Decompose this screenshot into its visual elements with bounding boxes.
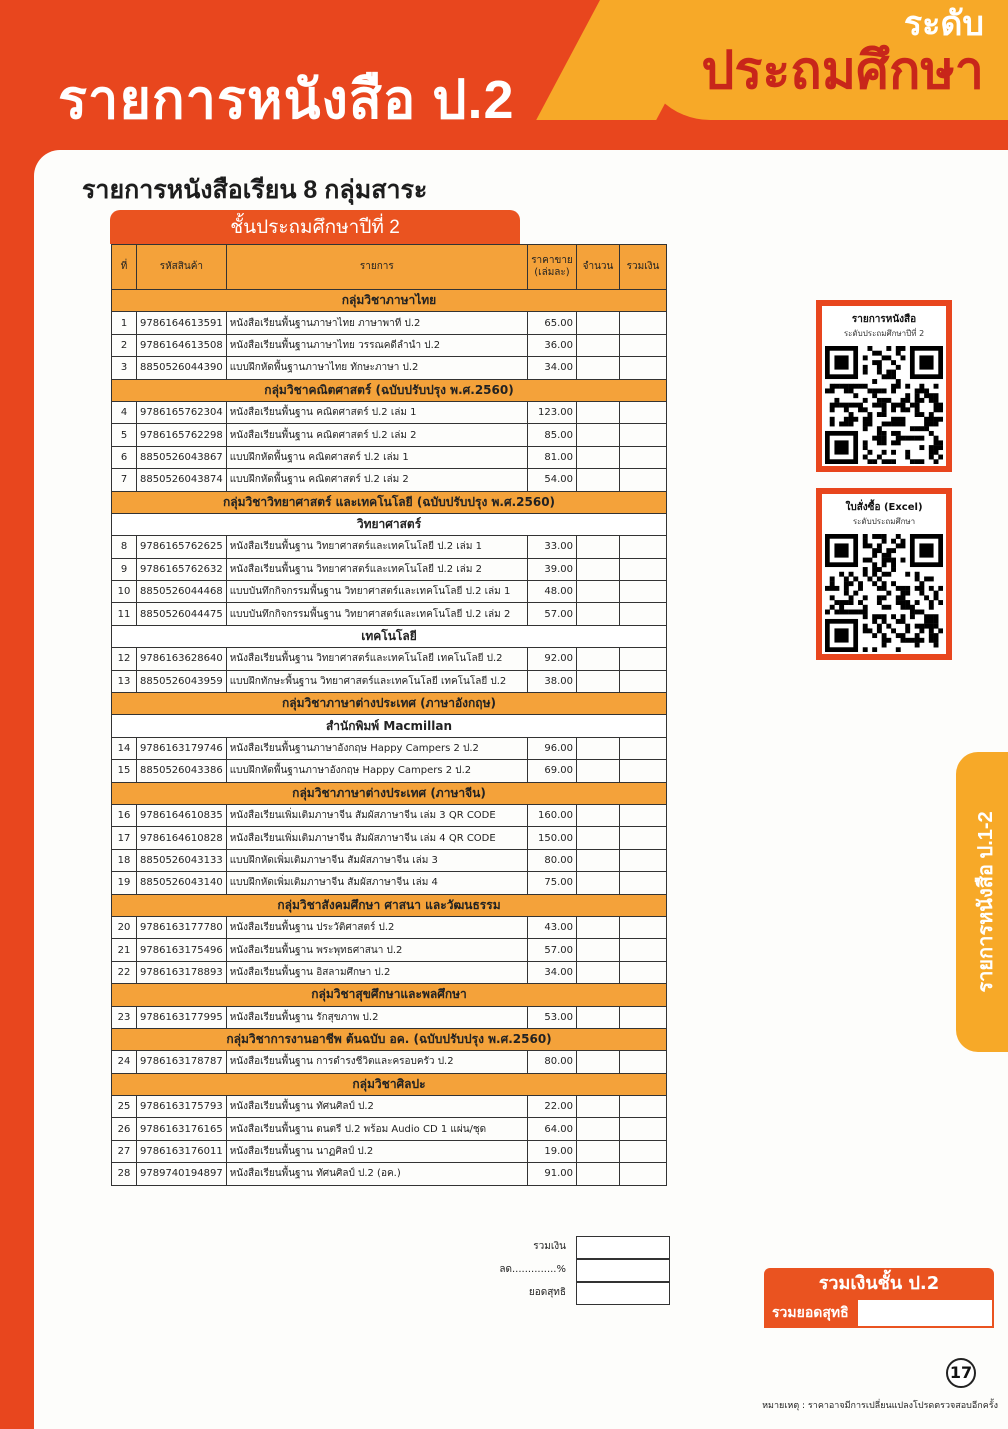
product-code: 9786164613591 (137, 312, 227, 334)
total-field[interactable] (620, 312, 667, 334)
section-title: รายการหนังสือเรียน 8 กลุ่มสาระ (82, 176, 428, 204)
row-number: 3 (112, 357, 137, 379)
total-field[interactable] (620, 961, 667, 983)
product-code: 9786165762625 (137, 536, 227, 558)
row-number: 21 (112, 939, 137, 961)
grade-summary-net-label: รวมยอดสุทธิ (764, 1298, 856, 1328)
product-code: 9786163175496 (137, 939, 227, 961)
price: 96.00 (528, 737, 577, 759)
book-title: แบบฝึกหัดพื้นฐานภาษาไทย ทักษะภาษา ป.2 (226, 357, 527, 379)
table-row (112, 1096, 667, 1118)
row-number: 24 (112, 1051, 137, 1073)
quantity-field[interactable] (577, 916, 620, 938)
total-field[interactable] (620, 1118, 667, 1140)
quantity-field[interactable] (577, 603, 620, 625)
subcategory-title: เทคโนโลยี (112, 625, 667, 647)
table-row (112, 334, 667, 356)
row-number: 26 (112, 1118, 137, 1140)
quantity-field[interactable] (577, 872, 620, 894)
book-title: หนังสือเรียนพื้นฐานภาษาอังกฤษ Happy Campers 2 ป.2 (226, 737, 527, 759)
total-field[interactable] (620, 872, 667, 894)
col-total: รวมเงิน (620, 245, 667, 290)
category-title: กลุ่มวิชาภาษาต่างประเทศ (ภาษาอังกฤษ) (112, 693, 667, 715)
total-field[interactable] (620, 357, 667, 379)
total-field[interactable] (620, 1140, 667, 1162)
price: 54.00 (528, 469, 577, 491)
table-row (112, 1118, 667, 1140)
category-row (112, 693, 667, 715)
category-title: กลุ่มวิชาภาษาไทย (112, 290, 667, 312)
price: 150.00 (528, 827, 577, 849)
quantity-field[interactable] (577, 1140, 620, 1162)
price: 64.00 (528, 1118, 577, 1140)
total-field[interactable] (620, 1163, 667, 1185)
quantity-field[interactable] (577, 961, 620, 983)
price: 53.00 (528, 1006, 577, 1028)
product-code: 8850526043140 (137, 872, 227, 894)
table-row (112, 939, 667, 961)
price: 69.00 (528, 760, 577, 782)
book-title: หนังสือเรียนพื้นฐานภาษาไทย ภาษาพาที ป.2 (226, 312, 527, 334)
row-number: 25 (112, 1096, 137, 1118)
price: 22.00 (528, 1096, 577, 1118)
quantity-field[interactable] (577, 648, 620, 670)
grade-summary-title: รวมเงินชั้น ป.2 (764, 1268, 994, 1298)
side-tab (956, 752, 1008, 1052)
qr-card-order-form[interactable] (816, 488, 952, 660)
table-row (112, 1051, 667, 1073)
qr-title: รายการหนังสือ (851, 314, 917, 325)
table-row (112, 446, 667, 468)
level-name: ประถมศึกษา (701, 42, 984, 100)
book-title: แบบฝึกหัดพื้นฐานภาษาอังกฤษ Happy Campers 2 ป.2 (226, 760, 527, 782)
product-code: 9786163628640 (137, 648, 227, 670)
page-title: รายการหนังสือ ป.2 (58, 70, 515, 130)
category-row (112, 782, 667, 804)
grade-summary-row (764, 1298, 994, 1328)
quantity-field[interactable] (577, 1163, 620, 1185)
product-code: 9786164610828 (137, 827, 227, 849)
book-title: แบบฝึกทักษะพื้นฐาน วิทยาศาสตร์และเทคโนโลยี เทคโนโลยี ป.2 (226, 670, 527, 692)
category-row (112, 1028, 667, 1050)
table-row (112, 603, 667, 625)
grade-summary-net-field[interactable] (856, 1298, 994, 1328)
row-number: 13 (112, 670, 137, 692)
col-no: ที่ (112, 245, 137, 290)
price: 80.00 (528, 1051, 577, 1073)
quantity-field[interactable] (577, 670, 620, 692)
price: 57.00 (528, 603, 577, 625)
product-code: 9786163178893 (137, 961, 227, 983)
col-price: ราคาขาย (เล่มละ) (528, 245, 577, 290)
table-row (112, 357, 667, 379)
product-code: 9786164613508 (137, 334, 227, 356)
quantity-field[interactable] (577, 401, 620, 423)
grade-tab: ชั้นประถมศึกษาปีที่ 2 (110, 210, 520, 244)
row-number: 15 (112, 760, 137, 782)
quantity-field[interactable] (577, 939, 620, 961)
book-title: หนังสือเรียนพื้นฐาน อิสลามศึกษา ป.2 (226, 961, 527, 983)
table-row (112, 849, 667, 871)
book-title: หนังสือเรียนพื้นฐาน คณิตศาสตร์ ป.2 เล่ม 1 (226, 401, 527, 423)
table-row (112, 1006, 667, 1028)
book-title: แบบฝึกหัดพื้นฐาน คณิตศาสตร์ ป.2 เล่ม 2 (226, 469, 527, 491)
subcategory-row (112, 625, 667, 647)
total-field[interactable] (620, 648, 667, 670)
book-title: หนังสือเรียนเพิ่มเติมภาษาจีน สัมผัสภาษาจีน เล่ม 4 QR CODE (226, 827, 527, 849)
row-number: 8 (112, 536, 137, 558)
table-row (112, 581, 667, 603)
quantity-field[interactable] (577, 558, 620, 580)
total-field[interactable] (620, 849, 667, 871)
row-number: 27 (112, 1140, 137, 1162)
row-number: 14 (112, 737, 137, 759)
row-number: 20 (112, 916, 137, 938)
table-header-row (112, 245, 667, 290)
row-number: 11 (112, 603, 137, 625)
row-number: 19 (112, 872, 137, 894)
qr-subtitle: ระดับประถมศึกษาปีที่ 2 (843, 329, 925, 338)
price: 85.00 (528, 424, 577, 446)
category-title: กลุ่มวิชาคณิตศาสตร์ (ฉบับปรับปรุง พ.ศ.2560) (112, 379, 667, 401)
total-field[interactable] (620, 1096, 667, 1118)
quantity-field[interactable] (577, 469, 620, 491)
table-row (112, 1163, 667, 1185)
qr-code-icon (825, 346, 943, 464)
price: 19.00 (528, 1140, 577, 1162)
table-row (112, 737, 667, 759)
product-code: 9786165762298 (137, 424, 227, 446)
category-row (112, 984, 667, 1006)
table-row (112, 670, 667, 692)
product-code: 9786165762632 (137, 558, 227, 580)
category-title: กลุ่มวิชาศิลปะ (112, 1073, 667, 1095)
book-title: แบบฝึกหัดเพิ่มเติมภาษาจีน สัมผัสภาษาจีน เล่ม 4 (226, 872, 527, 894)
quantity-field[interactable] (577, 760, 620, 782)
quantity-field[interactable] (577, 424, 620, 446)
category-row (112, 491, 667, 513)
table-row (112, 961, 667, 983)
price: 80.00 (528, 849, 577, 871)
product-code: 9786165762304 (137, 401, 227, 423)
product-code: 8850526044475 (137, 603, 227, 625)
table-row (112, 1140, 667, 1162)
quantity-field[interactable] (577, 1006, 620, 1028)
table-row (112, 558, 667, 580)
table-row (112, 648, 667, 670)
total-field[interactable] (620, 446, 667, 468)
price: 39.00 (528, 558, 577, 580)
quantity-field[interactable] (577, 1118, 620, 1140)
table-row (112, 401, 667, 423)
price: 43.00 (528, 916, 577, 938)
total-row-net (480, 1282, 670, 1305)
product-code: 9786163175793 (137, 1096, 227, 1118)
product-code: 9786164610835 (137, 804, 227, 826)
book-title: หนังสือเรียนพื้นฐาน พระพุทธศาสนา ป.2 (226, 939, 527, 961)
row-number: 4 (112, 401, 137, 423)
total-field[interactable] (620, 916, 667, 938)
price: 123.00 (528, 401, 577, 423)
subcategory-row (112, 513, 667, 535)
book-title: แบบฝึกหัดเพิ่มเติมภาษาจีน สัมผัสภาษาจีน เล่ม 3 (226, 849, 527, 871)
table-row (112, 804, 667, 826)
quantity-field[interactable] (577, 446, 620, 468)
total-net-field[interactable] (576, 1282, 670, 1305)
table-row (112, 536, 667, 558)
price: 34.00 (528, 357, 577, 379)
subcategory-row (112, 715, 667, 737)
price: 75.00 (528, 872, 577, 894)
qr-card-book-list[interactable] (816, 300, 952, 472)
product-code: 8850526044468 (137, 581, 227, 603)
quantity-field[interactable] (577, 1096, 620, 1118)
book-title: หนังสือเรียนพื้นฐาน รักสุขภาพ ป.2 (226, 1006, 527, 1028)
row-number: 9 (112, 558, 137, 580)
total-field[interactable] (620, 939, 667, 961)
book-title: หนังสือเรียนเพิ่มเติมภาษาจีน สัมผัสภาษาจีน เล่ม 3 QR CODE (226, 804, 527, 826)
book-title: หนังสือเรียนพื้นฐาน วิทยาศาสตร์และเทคโนโลยี ป.2 เล่ม 2 (226, 558, 527, 580)
table-row (112, 312, 667, 334)
row-number: 17 (112, 827, 137, 849)
total-field[interactable] (620, 424, 667, 446)
book-title: แบบบันทึกกิจกรรมพื้นฐาน วิทยาศาสตร์และเทคโนโลยี ป.2 เล่ม 1 (226, 581, 527, 603)
total-field[interactable] (620, 401, 667, 423)
category-row (112, 379, 667, 401)
row-number: 28 (112, 1163, 137, 1185)
col-qty: จำนวน (577, 245, 620, 290)
quantity-field[interactable] (577, 849, 620, 871)
qr-code-icon (825, 534, 943, 652)
product-code: 9786163176165 (137, 1118, 227, 1140)
product-code: 9786163178787 (137, 1051, 227, 1073)
book-title: หนังสือเรียนพื้นฐาน นาฏศิลป์ ป.2 (226, 1140, 527, 1162)
price: 38.00 (528, 670, 577, 692)
total-discount-label: ลด..............% (499, 1264, 566, 1275)
product-code: 8850526043867 (137, 446, 227, 468)
book-title: หนังสือเรียนพื้นฐาน คณิตศาสตร์ ป.2 เล่ม 2 (226, 424, 527, 446)
price: 34.00 (528, 961, 577, 983)
price: 65.00 (528, 312, 577, 334)
book-title: แบบฝึกหัดพื้นฐาน คณิตศาสตร์ ป.2 เล่ม 1 (226, 446, 527, 468)
total-field[interactable] (620, 334, 667, 356)
price: 33.00 (528, 536, 577, 558)
table-row (112, 760, 667, 782)
subcategory-title: วิทยาศาสตร์ (112, 513, 667, 535)
total-field[interactable] (620, 827, 667, 849)
row-number: 18 (112, 849, 137, 871)
table-row (112, 424, 667, 446)
category-title: กลุ่มวิชาวิทยาศาสตร์ และเทคโนโลยี (ฉบับปรับปรุง พ.ศ.2560) (112, 491, 667, 513)
page-number: 17 (946, 1358, 976, 1388)
product-code: 9786163176011 (137, 1140, 227, 1162)
quantity-field[interactable] (577, 334, 620, 356)
book-title: หนังสือเรียนพื้นฐานภาษาไทย วรรณคดีลำนำ ป.2 (226, 334, 527, 356)
row-number: 10 (112, 581, 137, 603)
category-title: กลุ่มวิชาสุขศึกษาและพลศึกษา (112, 984, 667, 1006)
total-field[interactable] (620, 760, 667, 782)
product-code: 9786163177995 (137, 1006, 227, 1028)
category-row (112, 290, 667, 312)
total-field[interactable] (620, 536, 667, 558)
book-title: หนังสือเรียนพื้นฐาน ทัศนศิลป์ ป.2 (อค.) (226, 1163, 527, 1185)
header-level-tab (640, 0, 1008, 120)
quantity-field[interactable] (577, 1051, 620, 1073)
category-row (112, 894, 667, 916)
total-field[interactable] (620, 737, 667, 759)
quantity-field[interactable] (577, 312, 620, 334)
row-number: 16 (112, 804, 137, 826)
table-row (112, 872, 667, 894)
product-code: 8850526043959 (137, 670, 227, 692)
price: 160.00 (528, 804, 577, 826)
qr-title: ใบสั่งซื้อ (Excel) (845, 502, 923, 513)
quantity-field[interactable] (577, 804, 620, 826)
row-number: 2 (112, 334, 137, 356)
quantity-field[interactable] (577, 827, 620, 849)
total-field[interactable] (620, 1006, 667, 1028)
book-title: หนังสือเรียนพื้นฐาน การดำรงชีวิตและครอบครัว ป.2 (226, 1051, 527, 1073)
book-table (111, 244, 667, 1186)
total-discount-field[interactable] (576, 1259, 670, 1282)
quantity-field[interactable] (577, 737, 620, 759)
price: 57.00 (528, 939, 577, 961)
row-number: 22 (112, 961, 137, 983)
category-title: กลุ่มวิชาสังคมศึกษา ศาสนา และวัฒนธรรม (112, 894, 667, 916)
table-body (112, 290, 667, 1186)
total-row-discount (480, 1259, 670, 1282)
product-code: 9789740194897 (137, 1163, 227, 1185)
product-code: 8850526043386 (137, 760, 227, 782)
book-title: หนังสือเรียนพื้นฐาน ดนตรี ป.2 พร้อม Audio CD 1 แผ่น/ชุด (226, 1118, 527, 1140)
total-field[interactable] (620, 670, 667, 692)
row-number: 1 (112, 312, 137, 334)
total-field[interactable] (620, 581, 667, 603)
total-field[interactable] (620, 558, 667, 580)
product-code: 8850526044390 (137, 357, 227, 379)
book-title: หนังสือเรียนพื้นฐาน ทัศนศิลป์ ป.2 (226, 1096, 527, 1118)
total-field[interactable] (620, 603, 667, 625)
total-sum-label: รวมเงิน (533, 1241, 566, 1252)
table-row (112, 916, 667, 938)
book-title: หนังสือเรียนพื้นฐาน ประวัติศาสตร์ ป.2 (226, 916, 527, 938)
row-number: 7 (112, 469, 137, 491)
quantity-field[interactable] (577, 536, 620, 558)
row-number: 12 (112, 648, 137, 670)
total-row-sum (480, 1236, 670, 1259)
subcategory-title: สำนักพิมพ์ Macmillan (112, 715, 667, 737)
grade-summary-box (764, 1268, 994, 1328)
category-title: กลุ่มวิชาการงานอาชีพ ต้นฉบับ อค. (ฉบับปรับปรุง พ.ศ.2560) (112, 1028, 667, 1050)
footnote: หมายเหตุ : ราคาอาจมีการเปลี่ยนแปลงโปรดตรวจสอบอีกครั้ง (762, 1401, 998, 1411)
row-number: 23 (112, 1006, 137, 1028)
totals-block (480, 1236, 670, 1305)
product-code: 9786163179746 (137, 737, 227, 759)
col-code: รหัสสินค้า (137, 245, 227, 290)
qr-subtitle: ระดับประถมศึกษา (852, 517, 916, 526)
quantity-field[interactable] (577, 581, 620, 603)
level-label: ระดับ (903, 5, 984, 43)
category-row (112, 1073, 667, 1095)
price: 81.00 (528, 446, 577, 468)
price: 48.00 (528, 581, 577, 603)
category-title: กลุ่มวิชาภาษาต่างประเทศ (ภาษาจีน) (112, 782, 667, 804)
row-number: 5 (112, 424, 137, 446)
product-code: 8850526043874 (137, 469, 227, 491)
total-field[interactable] (620, 469, 667, 491)
quantity-field[interactable] (577, 357, 620, 379)
side-tab-label: รายการหนังสือ ป.1-2 (975, 811, 997, 993)
row-number: 6 (112, 446, 137, 468)
book-title: หนังสือเรียนพื้นฐาน วิทยาศาสตร์และเทคโนโลยี เทคโนโลยี ป.2 (226, 648, 527, 670)
total-net-label: ยอดสุทธิ (528, 1287, 566, 1298)
col-item: รายการ (226, 245, 527, 290)
product-code: 9786163177780 (137, 916, 227, 938)
price: 91.00 (528, 1163, 577, 1185)
product-code: 8850526043133 (137, 849, 227, 871)
table-row (112, 827, 667, 849)
price: 36.00 (528, 334, 577, 356)
total-field[interactable] (620, 804, 667, 826)
total-sum-field[interactable] (576, 1236, 670, 1259)
book-title: หนังสือเรียนพื้นฐาน วิทยาศาสตร์และเทคโนโลยี ป.2 เล่ม 1 (226, 536, 527, 558)
total-field[interactable] (620, 1051, 667, 1073)
book-title: แบบบันทึกกิจกรรมพื้นฐาน วิทยาศาสตร์และเทคโนโลยี ป.2 เล่ม 2 (226, 603, 527, 625)
price: 92.00 (528, 648, 577, 670)
table-row (112, 469, 667, 491)
